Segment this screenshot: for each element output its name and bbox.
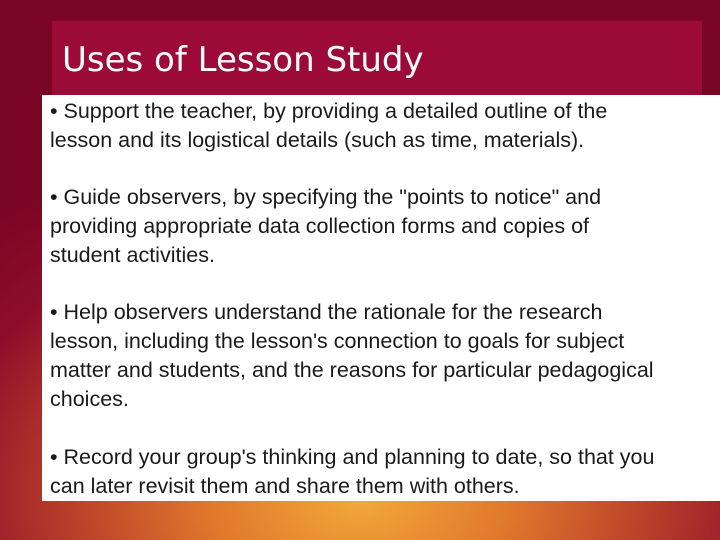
slide-title: Uses of Lesson Study — [62, 40, 424, 80]
content-panel — [42, 95, 720, 501]
title-bar — [52, 21, 702, 95]
bullet-guide-observers: • Guide observers, by specifying the "points to notice" and providing appropriate data collection forms and copies of student activities. — [50, 185, 602, 267]
bullet-support-teacher: • Support the teacher, by providing a detailed outline of the lesson and its logistical details (such as time, materials). — [50, 99, 608, 152]
bullet-record-thinking: • Record your group's thinking and planning to date, so that you can later revisit them and share them with others. — [50, 445, 655, 498]
bullet-help-observers: • Help observers understand the rationale for the research lesson, including the lesson's connection to goals for subject matter and students, and the reasons for particular pedagogical choices. — [50, 300, 654, 411]
